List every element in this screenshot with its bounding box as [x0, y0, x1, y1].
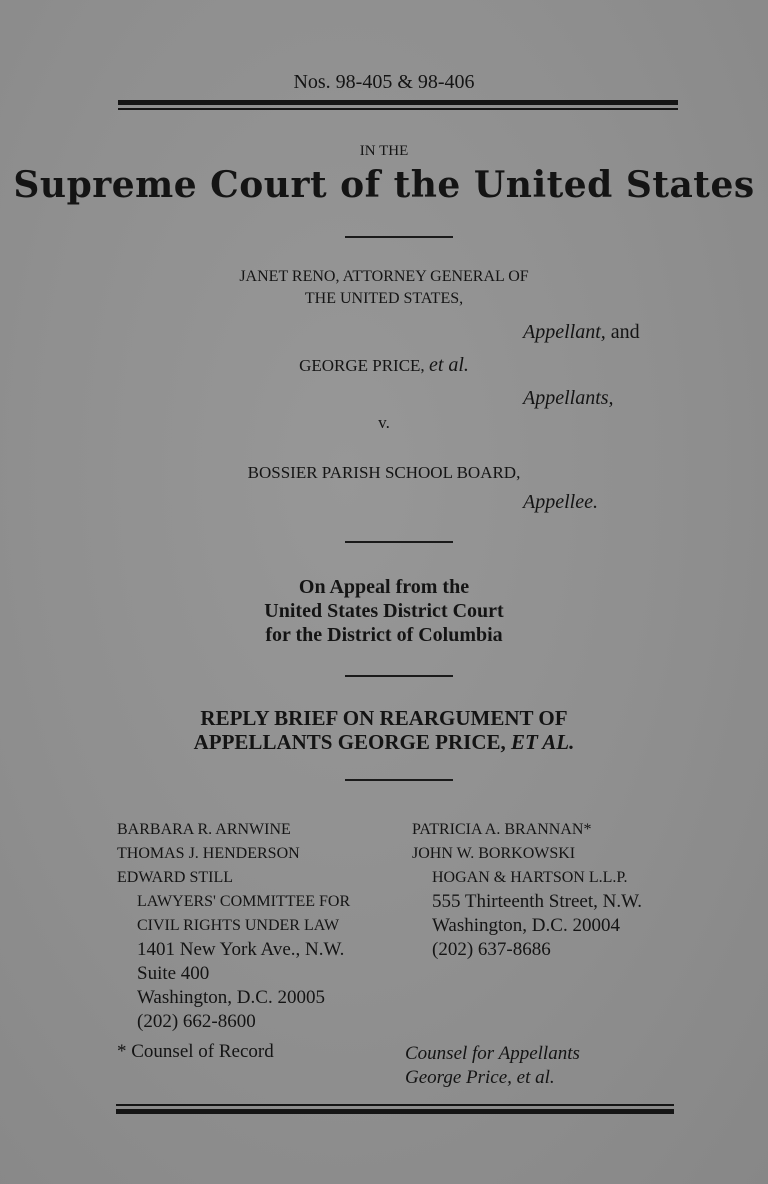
- counsel-for-block: [405, 1042, 580, 1090]
- in-the-label: IN THE: [359, 143, 409, 159]
- counsel-right-firm: HOGAN & HARTSON L.L.P.: [432, 869, 628, 886]
- appellant1-line2: THE UNITED STATES,: [304, 290, 464, 307]
- bottom-rule-thin: [116, 1104, 674, 1106]
- appeal-line-3: for the District of Columbia: [265, 624, 503, 646]
- top-rule-thin: [118, 108, 678, 110]
- counsel-right-phone: (202) 637-8686: [432, 939, 551, 960]
- appellant2-name: GEORGE PRICE,: [299, 356, 425, 375]
- counsel-left-address-2: Suite 400: [137, 963, 210, 984]
- counsel-right-block: [412, 818, 642, 962]
- counsel-for-line-1: Counsel for Appellants: [405, 1043, 580, 1064]
- divider-1: [345, 236, 453, 238]
- appellant1-role: Appellant,: [523, 321, 606, 343]
- docket-number: Nos. 98-405 & 98-406: [293, 71, 475, 93]
- counsel-left-name-3: EDWARD STILL: [117, 869, 233, 886]
- appeal-line-1: On Appeal from the: [298, 576, 470, 598]
- divider-4: [345, 779, 453, 781]
- brief-title-etal: ET AL.: [511, 730, 575, 754]
- appeal-line-2: United States District Court: [264, 600, 504, 622]
- bottom-rule-thick: [116, 1109, 674, 1114]
- appellant2-etal: et al.: [428, 354, 469, 376]
- counsel-right-city: Washington, D.C. 20004: [432, 915, 620, 936]
- counsel-left-org-1: LAWYERS' COMMITTEE FOR: [137, 893, 351, 910]
- counsel-right-address-1: 555 Thirteenth Street, N.W.: [432, 891, 643, 912]
- counsel-right-name-2: JOHN W. BORKOWSKI: [412, 845, 576, 862]
- brief-title-main: APPELLANTS GEORGE PRICE,: [193, 730, 506, 754]
- counsel-left-phone: (202) 662-8600: [137, 1011, 256, 1032]
- counsel-of-record-note: * Counsel of Record: [117, 1041, 274, 1062]
- top-rule-thick: [118, 100, 678, 105]
- divider-3: [345, 675, 453, 677]
- appellant1-role-line: [523, 320, 640, 344]
- counsel-left-block: [117, 818, 350, 1034]
- appellee-name: BOSSIER PARISH SCHOOL BOARD,: [247, 463, 521, 482]
- court-name: Supreme Court of the United States: [13, 164, 755, 206]
- counsel-right-name-1: PATRICIA A. BRANNAN*: [412, 821, 592, 838]
- counsel-left-city: Washington, D.C. 20005: [137, 987, 325, 1008]
- appellant2-role: Appellants,: [523, 387, 614, 409]
- counsel-left-address-1: 1401 New York Ave., N.W.: [137, 939, 345, 960]
- counsel-left-org-2: CIVIL RIGHTS UNDER LAW: [137, 917, 340, 934]
- counsel-left-name-1: BARBARA R. ARNWINE: [117, 821, 291, 838]
- counsel-for-line-2: George Price, et al.: [405, 1067, 555, 1088]
- brief-title-line-2: [0, 730, 768, 755]
- appellant1-line1: JANET RENO, ATTORNEY GENERAL OF: [239, 268, 529, 285]
- divider-2: [345, 541, 453, 543]
- versus: v.: [378, 413, 390, 432]
- appellant2-line: [0, 354, 768, 377]
- counsel-left-name-2: THOMAS J. HENDERSON: [117, 845, 300, 862]
- brief-title-line-1: REPLY BRIEF ON REARGUMENT OF: [200, 706, 568, 730]
- and-word: and: [610, 321, 640, 343]
- appellee-role: Appellee.: [523, 491, 598, 513]
